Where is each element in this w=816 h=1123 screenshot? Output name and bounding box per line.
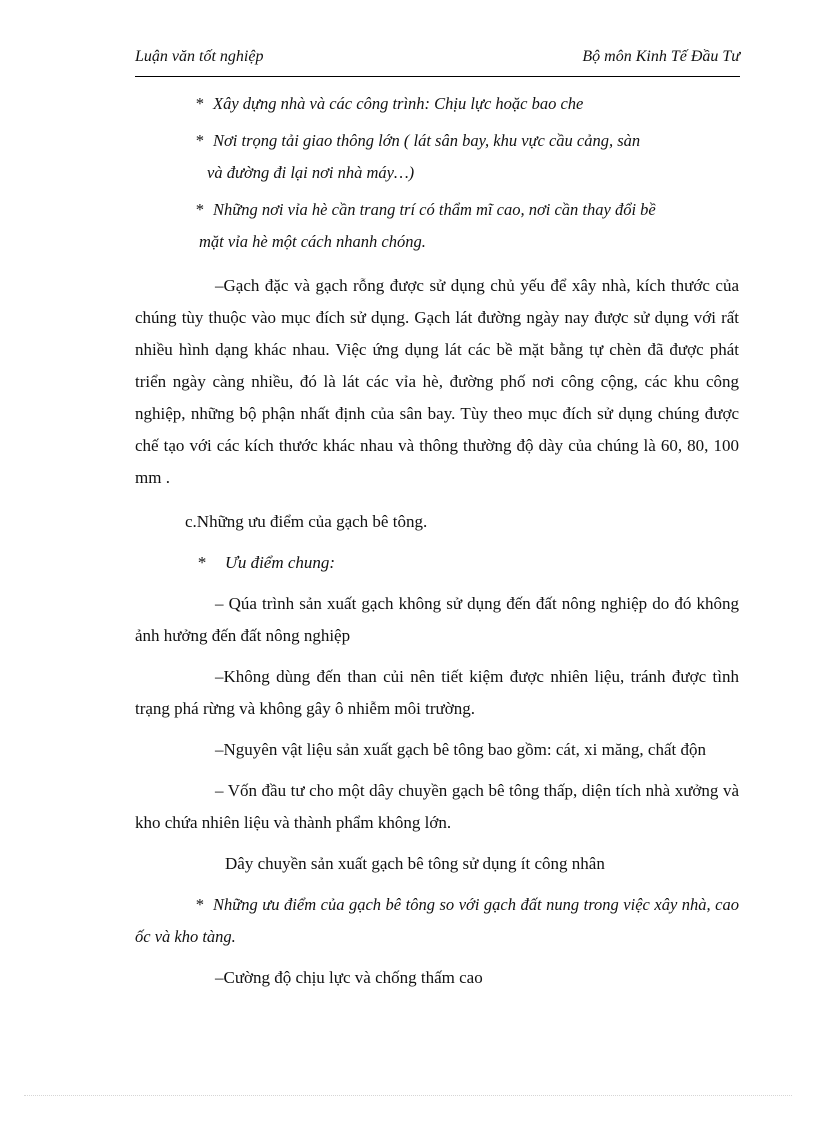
page-header [135, 48, 740, 77]
footer-divider [24, 1095, 792, 1096]
bullet-text: Những ưu điểm của gạch bê tông so với gạch đất nung trong việc xây nhà, cao ốc và kho tàng. [135, 895, 739, 946]
bullet-star-icon: * [195, 131, 204, 150]
subheading-text: Ưu điểm chung: [225, 553, 336, 572]
bullet-item [135, 194, 739, 226]
bullet-star-icon: * [195, 200, 204, 219]
paragraph: – Vốn đầu tư cho một dây chuyền gạch bê tông thấp, diện tích nhà xưởng và kho chứa nhiên liệu và thành phẩm không lớn. [135, 781, 739, 832]
bullet-continuation: và đường đi lại nơi nhà máy…) [207, 163, 415, 182]
bullet-text: Những nơi vỉa hè cần trang trí có thẩm mĩ cao, nơi cần thay đổi bề [213, 200, 656, 219]
paragraph: Dây chuyền sản xuất gạch bê tông sử dụng ít công nhân [225, 854, 605, 873]
subheading [135, 547, 739, 579]
header-thesis-label: Luận văn tốt nghiệp [135, 48, 264, 65]
header-department-label: Bộ môn Kinh Tế Đầu Tư [582, 48, 740, 65]
paragraph: – Qúa trình sản xuất gạch không sử dụng đến đất nông nghiệp do đó không ảnh hưởng đến đất nông nghiệp [135, 594, 739, 645]
paragraph: –Không dùng đến than củi nên tiết kiệm được nhiên liệu, tránh được tình trạng phá rừng và không gây ô nhiễm môi trường. [135, 667, 739, 718]
bullet-star-icon: * [197, 553, 206, 572]
bullet-star-icon: * [195, 895, 204, 914]
paragraph: –Gạch đặc và gạch rỗng được sử dụng chủ yếu để xây nhà, kích thước của chúng tùy thuộc vào mục đích sử dụng. Gạch lát đường ngày nay được sử dụng với rất nhiều hình dạng khác nhau. Việc ứng dụng lát các bề mặt bằng tự chèn đã được phát triển ngày càng nhiều, đó là lát các vỉa hè, đường phố nơi công cộng, các khu công nghiệp, những bộ phận nhất định của sân bay. Tùy theo mục đích sử dụng chúng được chế tạo với các kích thước khác nhau và thông thường độ dày của chúng là 60, 80, 100 mm . [135, 276, 739, 487]
bullet-continuation: mặt vỉa hè một cách nhanh chóng. [199, 232, 426, 251]
bullet-text: Xây dựng nhà và các công trình: Chịu lực hoặc bao che [213, 94, 584, 113]
bullet-item [135, 88, 739, 120]
bullet-star-icon: * [195, 94, 204, 113]
bullet-text: Nơi trọng tải giao thông lớn ( lát sân bay, khu vực cầu cảng, sàn [213, 131, 641, 150]
paragraph: –Cường độ chịu lực và chống thấm cao [215, 968, 483, 987]
bullet-paragraph [135, 889, 739, 953]
document-body [135, 88, 739, 994]
bullet-item [135, 125, 739, 157]
section-heading: c.Những ưu điểm của gạch bê tông. [185, 512, 428, 531]
paragraph: –Nguyên vật liệu sản xuất gạch bê tông bao gồm: cát, xi măng, chất độn [215, 740, 706, 759]
